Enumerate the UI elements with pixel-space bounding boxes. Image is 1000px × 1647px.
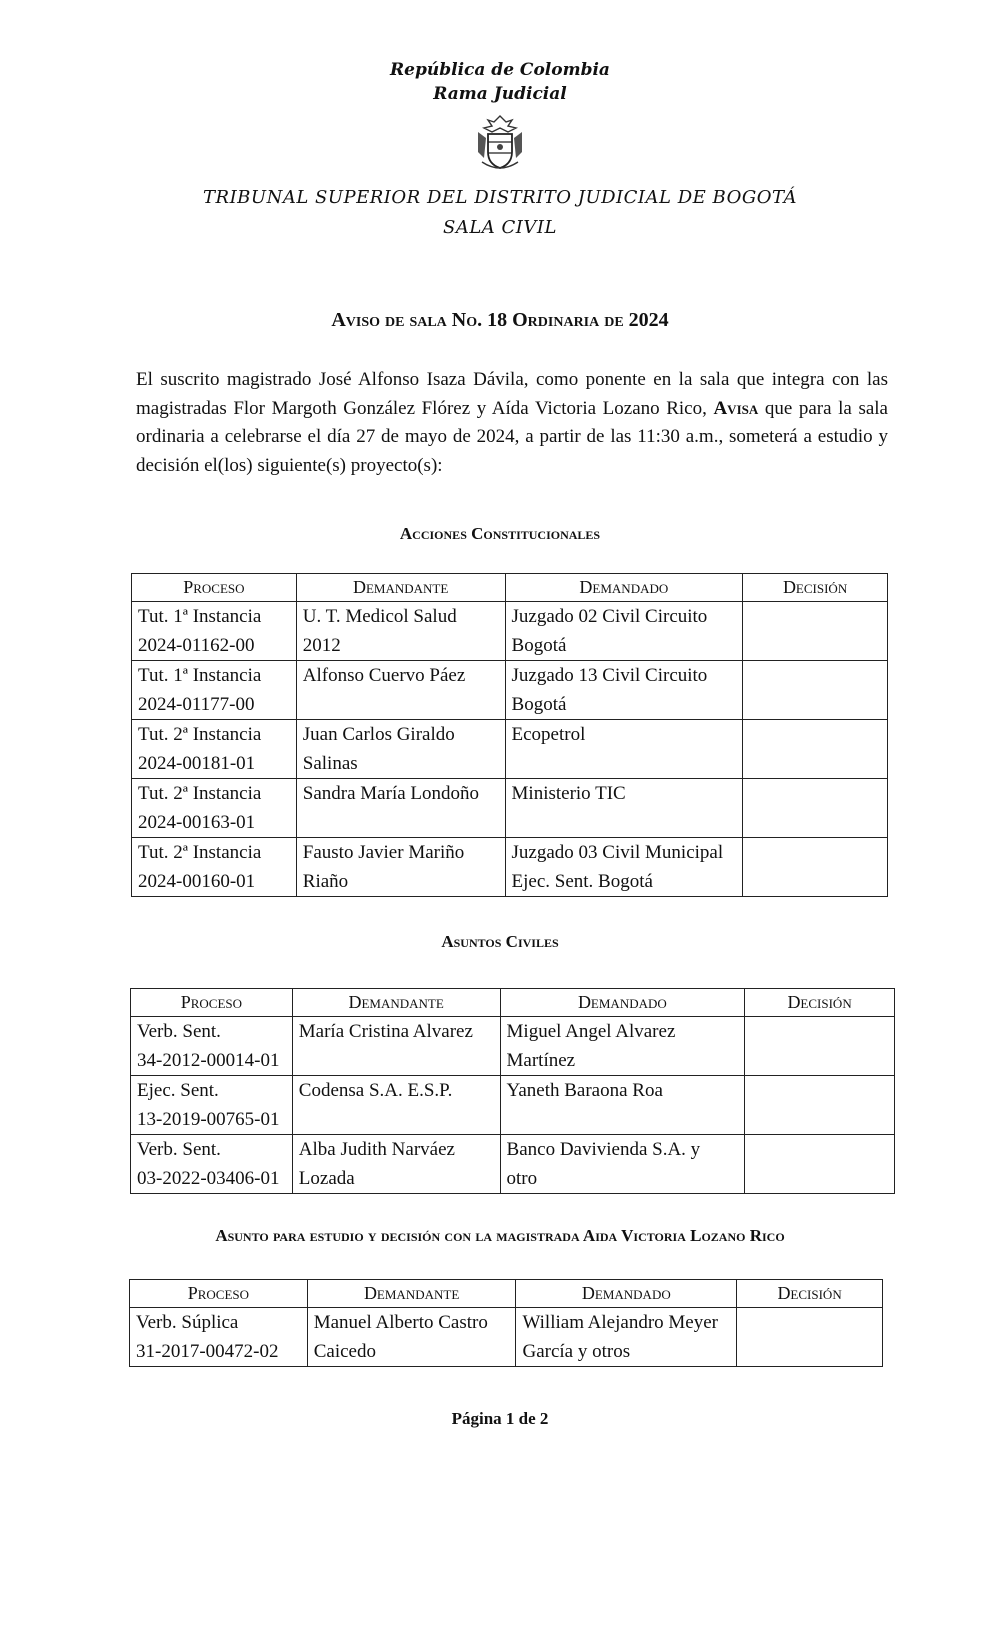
cell-decision (743, 779, 888, 838)
table-row (132, 779, 888, 838)
cell-line: Alba Judith Narváez (298, 1139, 455, 1160)
cell-demandado (505, 602, 743, 661)
cell-demandante (296, 661, 505, 720)
cell-line: 2024-01177-00 (138, 694, 255, 715)
cell-line: 2012 (302, 635, 341, 656)
table-body (132, 602, 888, 897)
cell-line: García y otros (522, 1341, 631, 1362)
cell-line: Martínez (506, 1050, 576, 1071)
cell-line: Tut. 2ª Instancia (138, 783, 262, 804)
table-row (132, 838, 888, 897)
table-body (131, 1017, 895, 1194)
cell-line: Miguel Angel Alvarez (506, 1021, 676, 1042)
cell-proceso (132, 779, 297, 838)
cell-decision (743, 838, 888, 897)
cell-decision (745, 1017, 895, 1076)
cell-demandado (505, 720, 743, 779)
cell-proceso (131, 1076, 293, 1135)
cell-demandante (307, 1308, 516, 1367)
cell-demandante (292, 1017, 500, 1076)
cell-line: María Cristina Alvarez (298, 1021, 473, 1042)
cell-line: Tut. 1ª Instancia (138, 665, 262, 686)
cell-demandante (296, 779, 505, 838)
cell-line: Lozada (298, 1168, 355, 1189)
cell-line: Juzgado 13 Civil Circuito (511, 665, 708, 686)
cell-line: Yaneth Baraona Roa (506, 1080, 663, 1101)
intro-text-end: que para la sala ordinaria a celebrarse el día 27 de mayo de 2024, a partir de las 11:30 a.m., someterá a estudio y decisión el(los) siguiente(s) proyecto(s): (136, 397, 888, 476)
cell-proceso (132, 602, 297, 661)
branch-name: Rama Judicial (433, 84, 567, 104)
col-header-demandado: Demandado (505, 574, 743, 602)
table-row (130, 1308, 883, 1367)
cell-line: Tut. 2ª Instancia (138, 724, 262, 745)
cell-line: Verb. Sent. (137, 1021, 221, 1042)
cell-line: Juzgado 03 Civil Municipal (511, 842, 724, 863)
table-row (131, 1135, 895, 1194)
table-row (132, 661, 888, 720)
cell-line: 31-2017-00472-02 (136, 1341, 279, 1362)
cell-demandante (296, 602, 505, 661)
table-body (130, 1308, 883, 1367)
cell-proceso (132, 720, 297, 779)
table-row (132, 720, 888, 779)
cell-proceso (132, 838, 297, 897)
cell-demandado (516, 1308, 737, 1367)
cell-line: Sandra María Londoño (302, 783, 480, 804)
cell-decision (743, 720, 888, 779)
section-title-civiles: Asuntos Civiles (441, 932, 559, 951)
col-header-proceso: Proceso (132, 574, 297, 602)
cell-line: Bogotá (511, 694, 567, 715)
cell-line: 2024-00181-01 (138, 753, 256, 774)
intro-text-start: El suscrito magistrado José Alfonso Isaza Dávila, como ponente en la sala que integra con las magistradas Flor Margoth González Flórez y Aída Victoria Lozano Rico, (136, 369, 888, 419)
cell-line: Codensa S.A. E.S.P. (298, 1080, 453, 1101)
avisa-keyword: Avisa (713, 397, 759, 419)
cell-line: William Alejandro Meyer (522, 1312, 718, 1333)
col-header-demandante: Demandante (307, 1280, 516, 1308)
col-header-proceso: Proceso (130, 1280, 308, 1308)
page-number: Página 1 de 2 (451, 1409, 549, 1428)
cell-demandante (296, 838, 505, 897)
cell-demandado (500, 1076, 745, 1135)
col-header-decision: Decisión (745, 989, 895, 1017)
col-header-demandado: Demandado (500, 989, 745, 1017)
col-header-demandado: Demandado (516, 1280, 737, 1308)
cell-line: Tut. 2ª Instancia (138, 842, 262, 863)
cell-proceso (130, 1308, 308, 1367)
cell-demandado (500, 1017, 745, 1076)
table-magistrada (129, 1279, 883, 1367)
cell-decision (743, 602, 888, 661)
country-name: República de Colombia (390, 60, 610, 80)
cell-line: Ecopetrol (511, 724, 586, 745)
col-header-demandante: Demandante (296, 574, 505, 602)
cell-demandado (500, 1135, 745, 1194)
cell-line: Manuel Alberto Castro (313, 1312, 488, 1333)
cell-demandado (505, 661, 743, 720)
chamber-name: SALA CIVIL (443, 217, 557, 238)
cell-decision (745, 1076, 895, 1135)
cell-line: Bogotá (511, 635, 567, 656)
cell-line: U. T. Medicol Salud (302, 606, 457, 627)
letterhead (0, 58, 1000, 243)
cell-line: Ejec. Sent. Bogotá (511, 871, 653, 892)
cell-demandado (505, 838, 743, 897)
cell-line: Ministerio TIC (511, 783, 626, 804)
cell-demandante (296, 720, 505, 779)
coat-of-arms-icon (470, 112, 530, 174)
cell-line: 03-2022-03406-01 (137, 1168, 280, 1189)
col-header-decision: Decisión (743, 574, 888, 602)
cell-line: Alfonso Cuervo Páez (302, 665, 466, 686)
table-row (131, 1017, 895, 1076)
cell-line: 13-2019-00765-01 (137, 1109, 280, 1130)
cell-demandado (505, 779, 743, 838)
cell-decision (745, 1135, 895, 1194)
cell-line: Riaño (302, 871, 349, 892)
section-title-magistrada: Asunto para estudio y decisión con la magistrada Aida Victoria Lozano Rico (215, 1226, 785, 1245)
cell-line: 2024-00163-01 (138, 812, 256, 833)
col-header-decision: Decisión (737, 1280, 883, 1308)
table-row (132, 602, 888, 661)
cell-proceso (131, 1135, 293, 1194)
cell-line: Juzgado 02 Civil Circuito (511, 606, 708, 627)
cell-line: Salinas (302, 753, 358, 774)
cell-line: Caicedo (313, 1341, 376, 1362)
cell-line: Ejec. Sent. (137, 1080, 219, 1101)
cell-line: Fausto Javier Mariño (302, 842, 465, 863)
col-header-demandante: Demandante (292, 989, 500, 1017)
document-title: Aviso de sala No. 18 Ordinaria de 2024 (331, 309, 669, 331)
cell-line: Banco Davivienda S.A. y (506, 1139, 701, 1160)
section-title-constitucionales: Acciones Constitucionales (399, 524, 601, 543)
col-header-proceso: Proceso (131, 989, 293, 1017)
table-constitucionales (131, 573, 888, 897)
cell-line: 2024-01162-00 (138, 635, 255, 656)
cell-line: Tut. 1ª Instancia (138, 606, 262, 627)
cell-line: Verb. Sent. (137, 1139, 221, 1160)
tribunal-name: TRIBUNAL SUPERIOR DEL DISTRITO JUDICIAL DE BOGOTÁ (203, 187, 797, 208)
cell-proceso (131, 1017, 293, 1076)
cell-line: 34-2012-00014-01 (137, 1050, 280, 1071)
cell-demandante (292, 1135, 500, 1194)
cell-line: otro (506, 1168, 538, 1189)
cell-proceso (132, 661, 297, 720)
cell-decision (743, 661, 888, 720)
cell-line: 2024-00160-01 (138, 871, 256, 892)
cell-line: Verb. Súplica (136, 1312, 239, 1333)
table-civiles (130, 988, 895, 1194)
cell-line: Juan Carlos Giraldo (302, 724, 455, 745)
intro-paragraph (136, 366, 888, 480)
table-row (131, 1076, 895, 1135)
cell-demandante (292, 1076, 500, 1135)
cell-decision (737, 1308, 883, 1367)
